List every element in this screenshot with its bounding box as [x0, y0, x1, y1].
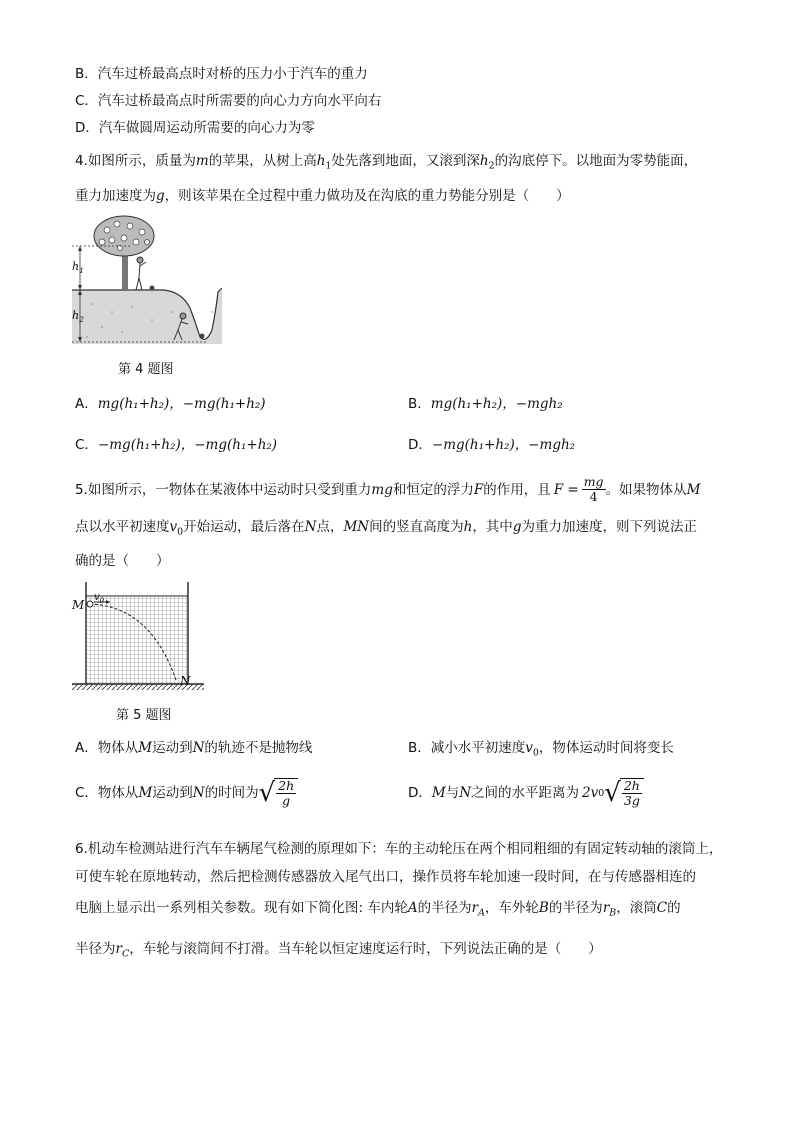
q5-option-c: C．物体从 M 运动到 N 的时间为 √ $\frac{2h}{g}$ [75, 778, 298, 809]
q4-option-b: B．mg(h₁+h₂)，−mgh₂ [408, 396, 563, 412]
q4-figure [72, 212, 222, 350]
q4-stem-line1: 4.如图所示，质量为m的苹果，从树上高$h_1$处先落到地面，又滚到深$h_2$的沟底停下。以地面为零势能面， [75, 153, 698, 172]
q5-stem-line2: 点以水平初速度$v_0$开始运动，最后落在N点，MN间的竖直高度为h，其中g为重力加速度，则下列说法正 [75, 519, 697, 538]
q5-stem-line1: 5.如图所示，一物体在某液体中运动时只受到重力 mg 和恒定的浮力 F 的作用，且 F = $\frac{mg}{4}$ 。如果物体从 M [75, 474, 701, 505]
q5-optc-sqrt: √ $\frac{2h}{g}$ [259, 778, 299, 809]
q5-fig-v0: $v_0$ [94, 592, 105, 605]
q5-optd-sqrt: √ $\frac{2h}{3g}$ [604, 778, 644, 809]
q6-stem-line1: 6.机动车检测站进行汽车车辆尾气检测的原理如下：车的主动轮压在两个相同粗细的有固定转动轴的滚筒上， [75, 841, 723, 857]
q5-fig-M: M [72, 598, 85, 612]
q5-fig-N: N [180, 674, 191, 688]
q3-option-d: D．汽车做圆周运动所需要的向心力为零 [75, 120, 315, 136]
person-figure-1 [136, 257, 146, 290]
object [87, 601, 93, 607]
q5-option-a: A．物体从M运动到N的轨迹不是抛物线 [75, 740, 313, 756]
q4-stem-line2: 重力加速度为g，则该苹果在全过程中重力做功及在沟底的重力势能分别是（ ） [75, 188, 570, 204]
q5-caption: 第 5 题图 [116, 708, 172, 723]
q6-stem-line4: 半径为$r_C$，车轮与滚筒间不打滑。当车轮以恒定速度运行时，下列说法正确的是（ ） [75, 941, 602, 960]
q4-option-c: C．−mg(h₁+h₂)，−mg(h₁+h₂) [75, 437, 278, 453]
q3-option-c: C．汽车过桥最高点时所需要的向心力方向水平向右 [75, 93, 382, 109]
apple-ground [150, 286, 155, 291]
q6-stem-line2: 可使车轮在原地转动，然后把检测传感器放入尾气出口，操作员将车轮加速一段时间，在与传感器相连的 [75, 869, 696, 885]
q3-option-b: B．汽车过桥最高点时对桥的压力小于汽车的重力 [75, 66, 368, 82]
q4-option-a: A．mg(h₁+h₂)，−mg(h₁+h₂) [75, 396, 266, 412]
apple-ditch [200, 334, 205, 339]
liquid [86, 596, 188, 684]
q4-fig-label-h2: $h_2$ [72, 309, 84, 325]
q5-frac: $\frac{mg}{4}$ [583, 474, 604, 505]
q6-stem-line3: 电脑上显示出一系列相关参数。现有如下简化图: 车内轮A的半径为$r_A$，车外轮B的半径为$r_B$，滚筒C的 [75, 900, 681, 919]
q5-option-b: B．减小水平初速度$v_0$，物体运动时间将变长 [408, 740, 674, 759]
q5-stem-line3: 确的是（ ） [75, 553, 170, 569]
q5-option-d: D． M 与 N 之间的水平距离为 2v 0 √ $\frac{2h}{3g}$ [408, 778, 644, 809]
q4-caption: 第 4 题图 [118, 362, 174, 377]
q4-fig-label-h1: $h_1$ [72, 260, 84, 276]
q4-option-d: D．−mg(h₁+h₂)，−mgh₂ [408, 437, 576, 453]
